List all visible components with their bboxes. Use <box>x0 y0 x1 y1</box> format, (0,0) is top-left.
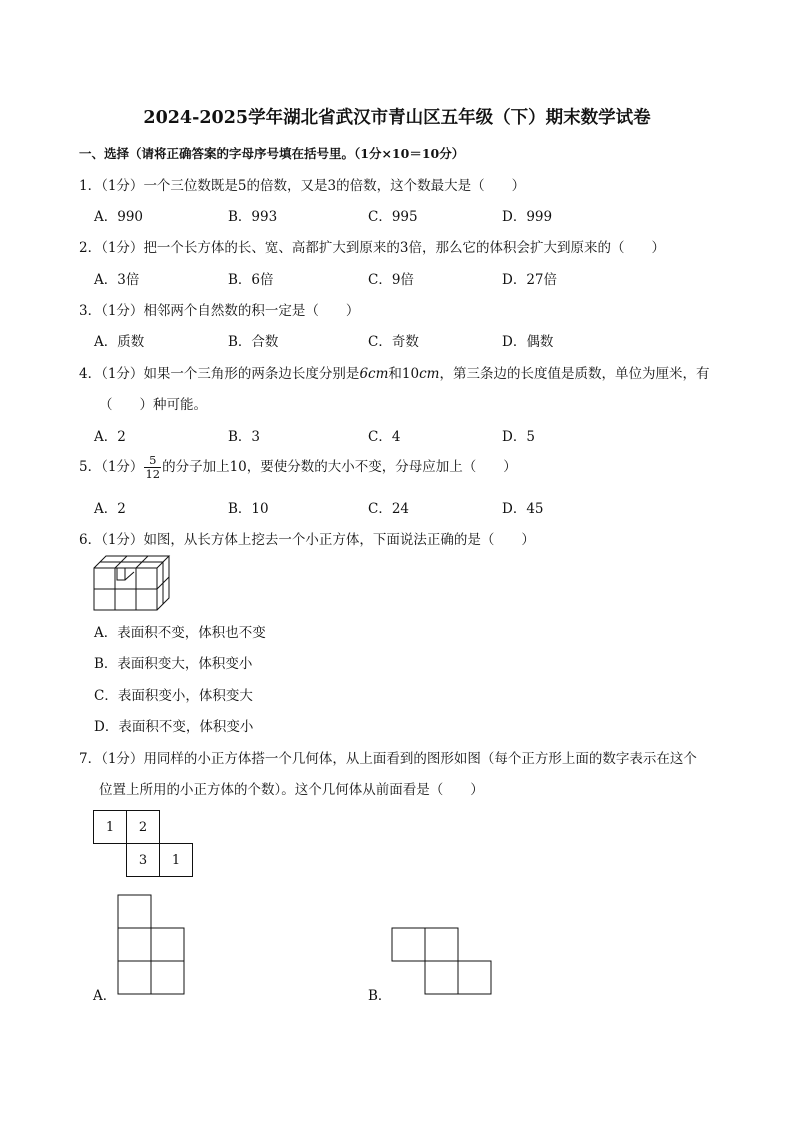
question-number: 6．（1分） <box>79 532 144 548</box>
q5-option-a: A．2 <box>94 501 126 517</box>
question-text: 的分子加上10，要使分数的大小不变，分母应加上（ ） <box>162 459 517 475</box>
q5-option-b: B．10 <box>228 501 269 517</box>
fraction-denominator: 12 <box>145 467 161 481</box>
fraction <box>144 454 161 481</box>
q3-option-a: A．质数 <box>94 334 145 350</box>
question-text: 如果一个三角形的两条边长度分别是 <box>143 366 360 382</box>
question-number: 5．（1分） <box>79 459 144 475</box>
question-2 <box>79 236 665 256</box>
question-4 <box>79 362 709 382</box>
q2-option-a: A．3倍 <box>94 272 140 288</box>
q1-option-a: A．990 <box>94 209 144 225</box>
q4-option-a: A．2 <box>94 429 126 445</box>
question-text: 把一个长方体的长、宽、高都扩大到原来的3倍，那么它的体积会扩大到原来的（ ） <box>143 240 666 256</box>
q4-option-d: D．5 <box>502 429 535 445</box>
question-7-line-2: 位置上所用的小正方体的个数）。这个几何体从前面看是（ ） <box>99 782 484 798</box>
question-number: 4．（1分） <box>79 366 144 382</box>
length-unit: cm <box>368 366 389 382</box>
question-number: 1．（1分） <box>79 178 144 194</box>
fraction-numerator: 5 <box>149 453 157 467</box>
question-6 <box>79 528 535 548</box>
q2-option-d: D．27倍 <box>502 272 558 288</box>
page-title: 2024-2025学年湖北省武汉市青山区五年级（下）期末数学试卷 <box>143 108 651 128</box>
question-number: 3．（1分） <box>79 303 144 319</box>
question-text: 相邻两个自然数的积一定是（ ） <box>143 303 360 319</box>
q7-option-a-figure <box>117 894 187 997</box>
q3-option-c: C．奇数 <box>368 334 419 350</box>
question-number: 2．（1分） <box>79 240 144 256</box>
question-text: 如图，从长方体上挖去一个小正方体，下面说法正确的是（ ） <box>143 532 535 548</box>
question-text: ，第三条边的长度值是质数，单位为厘米，有 <box>439 366 710 382</box>
length-value: 6 <box>359 366 369 382</box>
q2-option-c: C．9倍 <box>368 272 414 288</box>
q3-option-b: B．合数 <box>228 334 279 350</box>
top-view-cell: 3 <box>126 843 160 877</box>
q4-option-b: B．3 <box>228 429 261 445</box>
q1-option-b: B．993 <box>228 209 278 225</box>
question-3 <box>79 299 359 319</box>
question-7 <box>79 747 697 767</box>
top-view-cell: 2 <box>126 810 160 844</box>
q2-option-b: B．6倍 <box>228 272 274 288</box>
q6-option-b: B．表面积变大，体积变小 <box>94 656 253 672</box>
q6-option-d: D．表面积不变，体积变小 <box>94 719 254 735</box>
q6-option-c: C．表面积变小，体积变大 <box>94 688 253 704</box>
question-number: 7．（1分） <box>79 751 144 767</box>
q6-option-a: A．表面积不变，体积也不变 <box>94 625 266 641</box>
q7-option-b-figure <box>391 927 494 997</box>
q3-option-d: D．偶数 <box>502 334 554 350</box>
q1-option-d: D．999 <box>502 209 553 225</box>
length-value: 10 <box>401 366 420 382</box>
top-view-cell: 1 <box>159 843 193 877</box>
question-4-line-2: （ ）种可能。 <box>99 397 207 413</box>
q5-option-d: D．45 <box>502 501 544 517</box>
q7-option-a: A． <box>93 988 117 1004</box>
q1-option-c: C．995 <box>368 209 418 225</box>
question-5 <box>79 454 517 481</box>
question-text: 用同样的小正方体搭一个几何体，从上面看到的图形如图（每个正方形上面的数字表示在这个 <box>143 751 697 767</box>
q5-option-c: C．24 <box>368 501 410 517</box>
q4-option-c: C．4 <box>368 429 401 445</box>
cuboid-figure <box>92 554 172 612</box>
question-text: 和 <box>388 366 402 382</box>
question-1 <box>79 174 525 194</box>
length-unit: cm <box>419 366 440 382</box>
section-heading: 一、选择（请将正确答案的字母序号填在括号里。（1分×10＝10分） <box>79 146 465 161</box>
q7-option-b: B． <box>368 988 392 1004</box>
question-text: 一个三位数既是5的倍数，又是3的倍数，这个数最大是（ ） <box>143 178 526 194</box>
top-view-cell: 1 <box>93 810 127 844</box>
